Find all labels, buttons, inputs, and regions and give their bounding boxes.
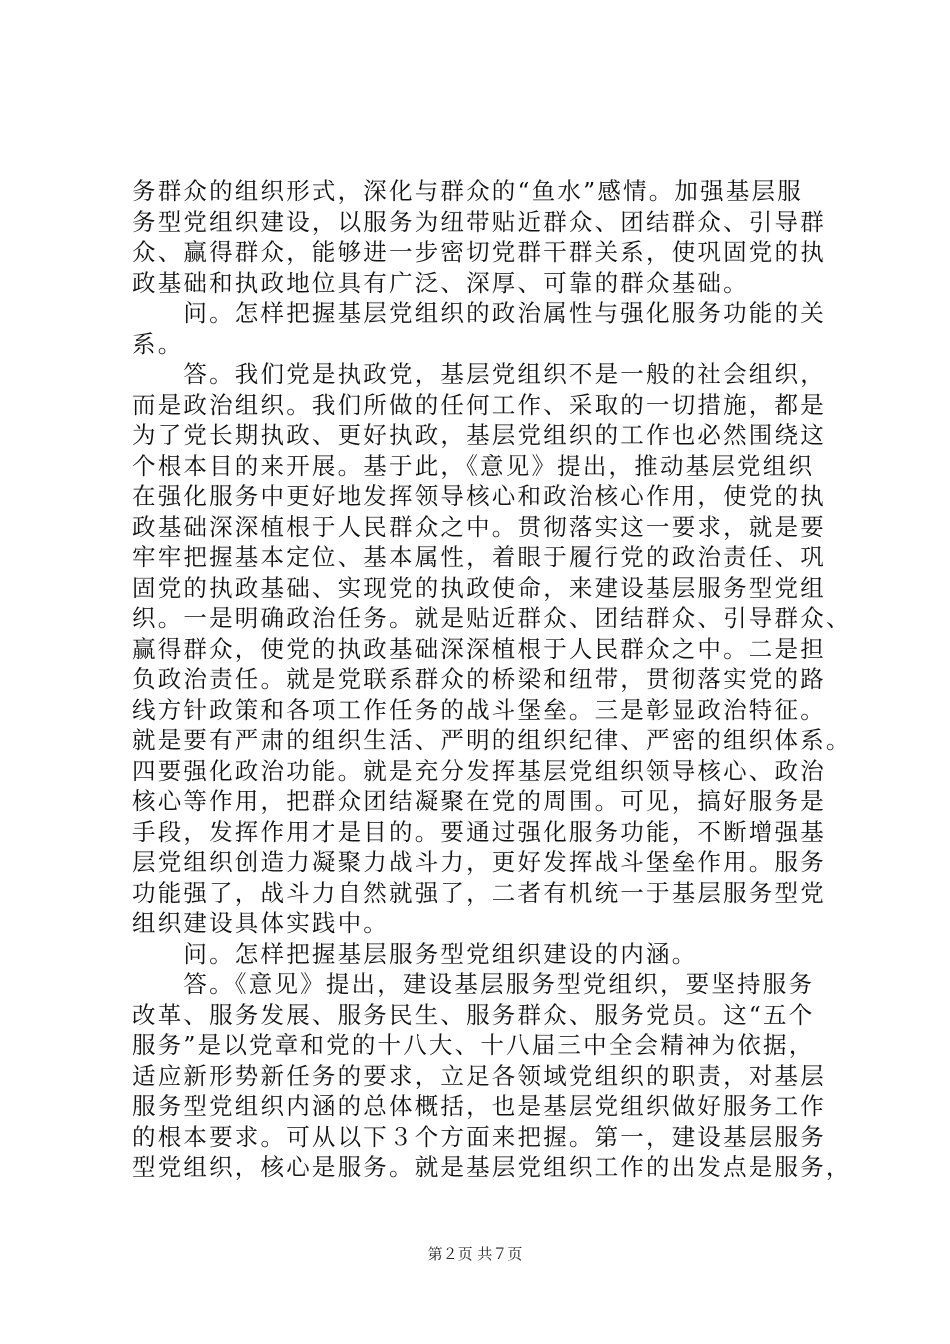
text-line: 问。怎样把握基层服务型党组织建设的内涵。 <box>132 939 698 968</box>
text-line: 政基础和执政地位具有广泛、深厚、可靠的群众基础。 <box>132 268 749 297</box>
text-line: 型党组织，核心是服务。就是基层党组织工作的出发点是服务， <box>132 1153 852 1181</box>
text-line: 组织建设具体实践中。 <box>132 909 389 937</box>
text-line: 固党的执政基础、实现党的执政使命，来建设基层服务型党组 <box>132 573 826 602</box>
text-line: 线方针政策和各项工作任务的战斗堡垒。三是彰显政治特征。 <box>132 695 826 724</box>
text-line: 服务型党组织内涵的总体概括，也是基层党组织做好服务工作 <box>132 1092 826 1120</box>
text-line: 服务”是以党章和党的十八大、十八届三中全会精神为依据， <box>132 1031 815 1059</box>
text-line: 问。怎样把握基层党组织的政治属性与强化服务功能的关 <box>132 299 826 327</box>
text-line: 织。一是明确政治任务。就是贴近群众、团结群众、引导群众、 <box>132 604 852 632</box>
body-text <box>132 176 852 1183</box>
text-line: 适应新形势新任务的要求，立足各领域党组织的职责，对基层 <box>132 1061 826 1090</box>
text-line: 四要强化政治功能。就是充分发挥基层党组织领导核心、政治 <box>132 756 826 785</box>
text-line: 功能强了，战斗力自然就强了，二者有机统一于基层服务型党 <box>132 878 826 907</box>
text-line: 而是政治组织。我们所做的任何工作、采取的一切措施，都是 <box>132 390 826 419</box>
text-line: 务型党组织建设，以服务为纽带贴近群众、团结群众、引导群 <box>132 207 826 236</box>
text-line: 在强化服务中更好地发挥领导核心和政治核心作用，使党的执 <box>132 482 826 510</box>
text-line: 就是要有严肃的组织生活、严明的组织纪律、严密的组织体系。 <box>132 726 852 754</box>
text-line: 负政治责任。就是党联系群众的桥梁和纽带，贯彻落实党的路 <box>132 665 826 693</box>
text-line: 答。我们党是执政党，基层党组织不是一般的社会组织， <box>132 360 826 388</box>
text-line: 手段，发挥作用才是目的。要通过强化服务功能，不断增强基 <box>132 817 826 846</box>
text-line: 赢得群众，使党的执政基础深深植根于人民群众之中。二是担 <box>132 634 826 663</box>
text-line: 众、赢得群众，能够进一步密切党群干群关系，使巩固党的执 <box>132 238 826 266</box>
page-footer <box>0 1244 950 1264</box>
text-line: 改革、服务发展、服务民生、服务群众、服务党员。这“五个 <box>132 1000 815 1029</box>
text-line: 的根本要求。可从以下３个方面来把握。第一，建设基层服务 <box>132 1122 826 1151</box>
text-line: 答。《意见》提出，建设基层服务型党组织，要坚持服务 <box>132 970 815 998</box>
text-line: 务群众的组织形式，深化与群众的“鱼水”感情。加强基层服 <box>132 177 803 205</box>
text-line: 政基础深深植根于人民群众之中。贯彻落实这一要求，就是要 <box>132 512 826 541</box>
text-line: 个根本目的来开展。基于此，《意见》提出，推动基层党组织 <box>132 451 815 480</box>
text-line: 为了党长期执政、更好执政，基层党组织的工作也必然围绕这 <box>132 421 826 449</box>
text-line: 牢牢把握基本定位、基本属性，着眼于履行党的政治责任、巩 <box>132 543 826 571</box>
page-number-label: 第２页 共７页 <box>427 1245 523 1263</box>
text-line: 系。 <box>132 329 184 358</box>
text-line: 层党组织创造力凝聚力战斗力，更好发挥战斗堡垒作用。服务 <box>132 848 826 876</box>
text-line: 核心等作用，把群众团结凝聚在党的周围。可见，搞好服务是 <box>132 787 826 815</box>
